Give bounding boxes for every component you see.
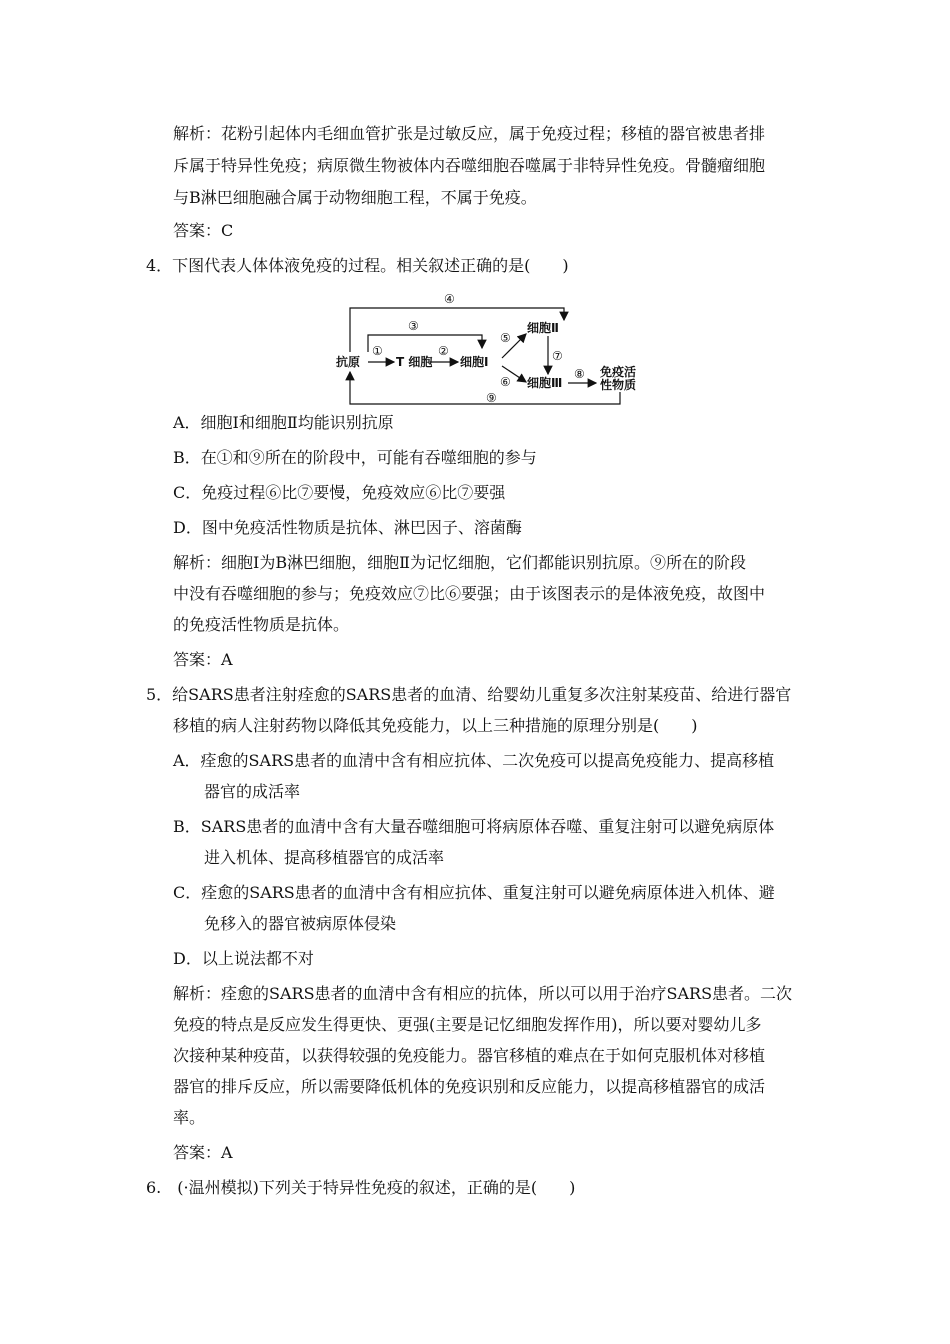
node-antigen: 抗原 [336, 355, 361, 369]
q4-analysis-line-1: 解析：细胞Ⅰ为B淋巴细胞，细胞Ⅱ为记忆细胞，它们都能识别抗原。⑨所在的阶段 [173, 553, 746, 572]
q5-option-a-line-2: 器官的成活率 [204, 782, 301, 801]
q4-option-d: D．图中免疫活性物质是抗体、淋巴因子、溶菌酶 [173, 518, 522, 537]
q4-answer: 答案：A [173, 650, 233, 669]
q5-option-c-line-1: C．痊愈的SARS患者的血清中含有相应抗体、重复注射可以避免病原体进入机体、避 [173, 883, 775, 902]
node-cell-2: 细胞Ⅱ [527, 321, 559, 335]
label-n4: ④ [444, 292, 455, 306]
q4-analysis-line-3: 的免疫活性物质是抗体。 [173, 615, 350, 634]
q4-stem: 4．下图代表人体体液免疫的过程。相关叙述正确的是( ) [146, 256, 569, 275]
node-t-cell: T 细胞 [396, 355, 433, 369]
q5-option-b-line-1: B．SARS患者的血清中含有大量吞噬细胞可将病原体吞噬、重复注射可以避免病原体 [173, 817, 775, 836]
q5-option-c-line-2: 免移入的器官被病原体侵染 [204, 914, 397, 933]
node-active-2: 性物质 [600, 378, 637, 392]
label-n5: ⑤ [500, 331, 511, 345]
q3-answer: 答案：C [173, 221, 234, 240]
node-cell-3: 细胞Ⅲ [527, 376, 563, 390]
q5-answer: 答案：A [173, 1143, 233, 1162]
label-n8: ⑧ [574, 367, 585, 381]
q5-stem-line-1: 5．给SARS患者注射痊愈的SARS患者的血清、给婴幼儿重复多次注射某疫苗、给进行器官 [146, 685, 792, 704]
q4-analysis-line-2: 中没有吞噬细胞的参与；免疫效应⑦比⑥要强；由于该图表示的是体液免疫，故图中 [173, 584, 766, 603]
q5-option-d: D．以上说法都不对 [173, 949, 314, 968]
label-n9: ⑨ [486, 391, 497, 405]
q3-analysis-line-2: 斥属于特异性免疫；病原微生物被体内吞噬细胞吞噬属于非特异性免疫。骨髓瘤细胞 [173, 156, 766, 175]
q4-option-c: C．免疫过程⑥比⑦要慢，免疫效应⑥比⑦要强 [173, 483, 506, 502]
label-n6: ⑥ [500, 375, 511, 389]
immune-process-diagram [330, 290, 650, 405]
label-n2: ② [438, 344, 449, 358]
label-n3: ③ [408, 319, 419, 333]
q5-analysis-line-4: 器官的排斥反应，所以需要降低机体的免疫识别和反应能力，以提高移植器官的成活 [173, 1077, 766, 1096]
q6-stem: 6. (·温州模拟)下列关于特异性免疫的叙述，正确的是( ) [146, 1178, 576, 1197]
node-active-1: 免疫活 [600, 365, 637, 379]
q5-analysis-line-5: 率。 [173, 1108, 206, 1127]
arrow-3 [368, 335, 482, 352]
q5-analysis-line-3: 次接种某种疫苗，以获得较强的免疫能力。器官移植的难点在于如何克服机体对移植 [173, 1046, 766, 1065]
q4-option-b: B．在①和⑨所在的阶段中，可能有吞噬细胞的参与 [173, 448, 537, 467]
q5-option-a-line-1: A．痊愈的SARS患者的血清中含有相应抗体、二次免疫可以提高免疫能力、提高移植 [173, 751, 775, 770]
q4-option-a: A．细胞Ⅰ和细胞Ⅱ均能识别抗原 [173, 413, 394, 432]
q5-analysis-line-2: 免疫的特点是反应发生得更快、更强(主要是记忆细胞发挥作用)，所以要对婴幼儿多 [173, 1015, 762, 1034]
label-n7: ⑦ [552, 349, 563, 363]
q3-analysis-line-1: 解析：花粉引起体内毛细血管扩张是过敏反应，属于免疫过程；移植的器官被患者排 [173, 124, 766, 143]
q5-stem-line-2: 移植的病人注射药物以降低其免疫能力，以上三种措施的原理分别是( ) [173, 716, 698, 735]
label-n1: ① [372, 344, 383, 358]
q5-analysis-line-1: 解析：痊愈的SARS患者的血清中含有相应的抗体，所以可以用于治疗SARS患者。二次 [173, 984, 793, 1003]
node-cell-1: 细胞Ⅰ [460, 355, 489, 369]
q5-option-b-line-2: 进入机体、提高移植器官的成活率 [204, 848, 445, 867]
q3-analysis-line-3: 与B淋巴细胞融合属于动物细胞工程，不属于免疫。 [173, 188, 537, 207]
